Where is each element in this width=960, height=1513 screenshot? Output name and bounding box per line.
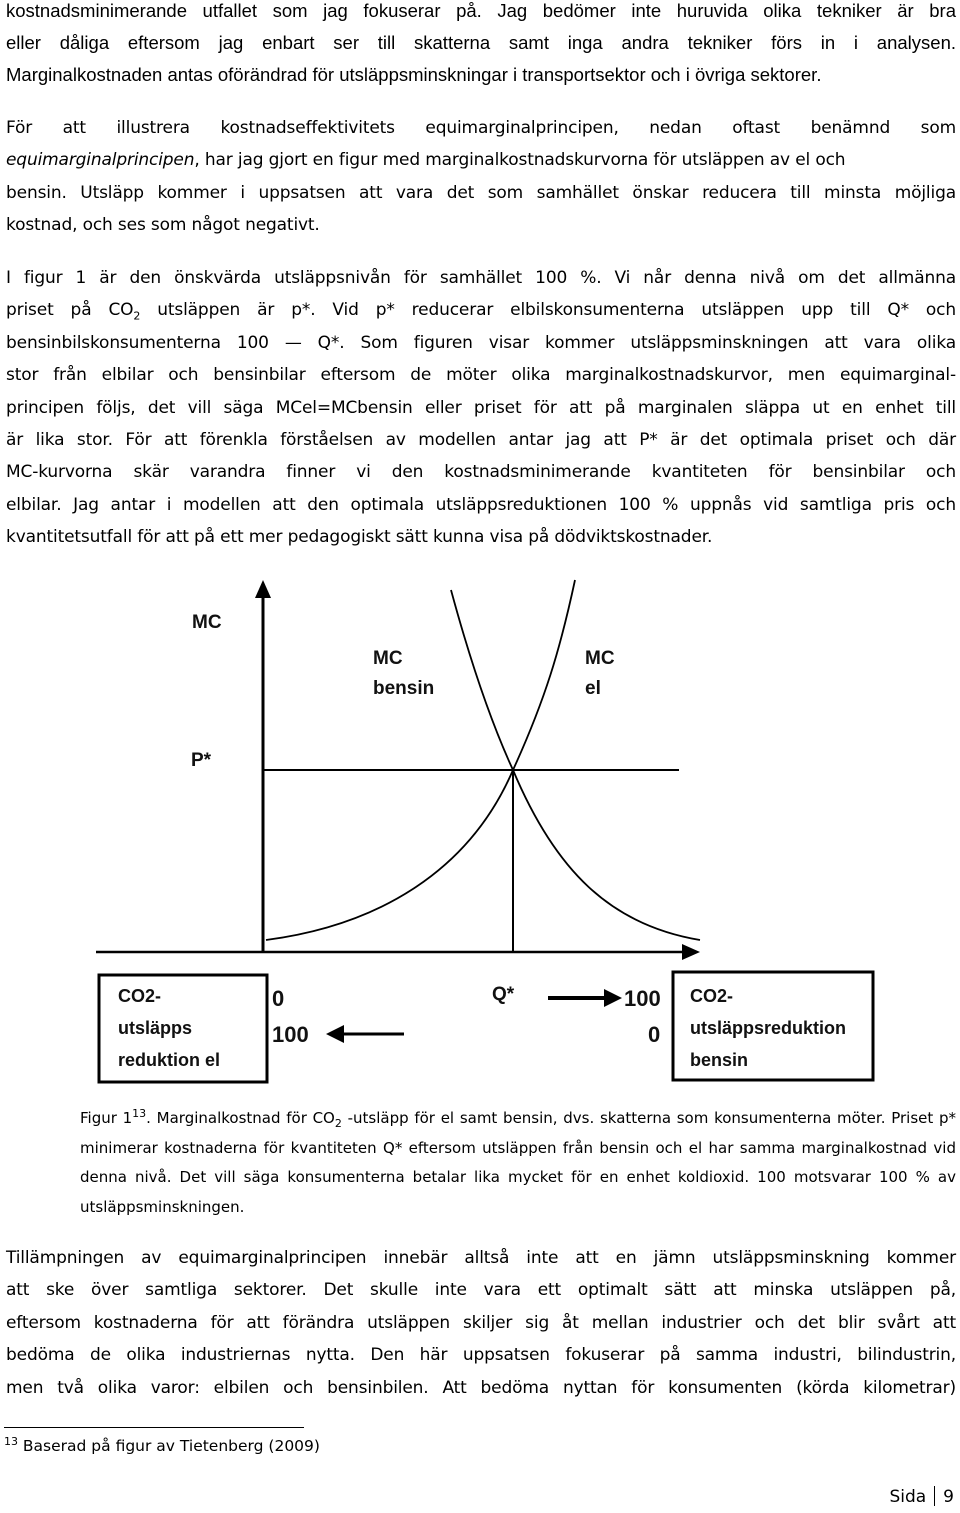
text-line: kvantitetsutfall för att på ett mer pedagogiskt sätt kunna visa på dödviktskostnader. [6,527,713,548]
intro-line: eller dåliga eftersom jag enbart ser till skatterna samt inga andra tekniker förs in i analysen. [6,32,956,53]
right-scale-bottom: 0 [648,1022,661,1047]
subscript: 2 [334,1117,342,1130]
text-line: eftersom kostnaderna för att förändra utsläppen skiljer sig åt mellan industrier och det blir svårt att [6,1312,956,1333]
page-number-value: 9 [943,1487,954,1507]
text-span: priset på CO [6,300,134,321]
paragraph-equimarginal-intro [6,112,956,242]
mc-figure [0,570,960,1095]
mc-bensin-label: bensin [373,678,435,699]
intro-paragraph [6,0,956,91]
mc-bensin-label: MC [373,648,403,669]
italic-term: equimarginalprincipen [6,150,195,171]
text-span: utsläppen är p*. Vid p* reducerar elbilskonsumenterna utsläppen upp till Q* och [140,300,957,321]
text-line: Tillämpningen av equimarginalprincipen innebär alltså inte att en jämn utsläppsminskning kommer [6,1248,956,1268]
mc-el-label: el [585,678,601,699]
left-scale-top: 0 [272,986,285,1011]
caption-prefix: Figur 1 [80,1109,133,1127]
text-line: är lika stor. För att förenkla förståelsen av modellen antar jag att P* är det optimala priset och där [6,430,956,451]
footnote-number: 13 [4,1434,18,1448]
caption-text: -utsläpp för el samt bensin, dvs. skatterna som konsumenterna möter. Priset p* minimerar kostnaderna för kvantiteten Q* eftersom utsläppen från bensin och el har samma marginalkostnad vid denna nivå. Det vill säga konsumenterna betalar lika mycket för en enhet koldioxid. 100 motsvarar 100 % av utsläppsminskningen. [80,1109,956,1216]
text-line: För att illustrera kostnadseffektivitets equimarginalprincipen, nedan oftast benämnd som [6,118,956,138]
price-label: P* [191,750,212,771]
text-line: I figur 1 är den önskvärda utsläppsnivån för samhället 100 %. Vi når denna nivå om det allmänna [6,268,956,288]
right-box-text: bensin [690,1050,749,1070]
intro-line: kostnadsminimerande utfallet som jag fokuserar på. Jag bedömer inte huruvida olika tekniker är bra [6,0,956,21]
footnote-text: Baserad på figur av Tietenberg (2009) [18,1437,320,1455]
footnote [4,1434,320,1455]
x-axis-arrow [682,944,700,960]
arrow-right-head [604,989,622,1007]
text-line: elbilar. Jag antar i modellen att den optimala utsläppsreduktionen 100 % uppnås vid samtliga pris och [6,494,956,515]
paragraph-application [6,1242,956,1404]
text-line: principen följs, det vill säga MCel=MCbensin eller priset för att på marginalen släppa ut en enhet till [6,397,956,418]
text-line [6,144,956,176]
paragraph-figure-explanation [6,262,956,554]
text-line: bensinbilskonsumenterna 100 — Q*. Som figuren visar kommer utsläppsminskningen att vara olika [6,332,956,353]
text-line: stor från elbilar och bensinbilar eftersom de möter olika marginalkostnadskurvor, men equimarginal- [6,365,956,386]
left-box-text: CO2- [118,986,162,1006]
left-scale-bottom: 100 [272,1022,309,1047]
right-box-text: utsläppsreduktion [690,1018,847,1038]
text-span: , har jag gjort en figur med marginalkostnadskurvorna för utsläppen av el och [194,150,846,171]
mc-el-curve [451,590,700,940]
text-line: MC-kurvorna skär varandra finner vi den kostnadsminimerande kvantiteten för bensinbilar och [6,462,956,483]
caption-text: . Marginalkostnad för CO [146,1109,335,1127]
figure-caption [80,1104,956,1222]
page-number-divider [934,1486,935,1506]
y-axis-label: MC [192,612,222,633]
left-box-text: utsläpps [118,1018,193,1038]
right-scale-top: 100 [624,986,661,1011]
subscript: 2 [133,309,141,323]
left-box-text: reduktion el [118,1050,221,1070]
text-line: bensin. Utsläpp kommer i uppsatsen att vara det som samhället önskar reducera till minsta möjliga [6,182,956,203]
text-line: bedöma de olika industriernas nytta. Den här uppsatsen fokuserar på samma industri, bilindustrin, [6,1345,956,1366]
text-line [6,294,956,326]
q-star-label: Q* [492,984,515,1005]
footnote-divider [4,1427,304,1428]
page-number [889,1486,954,1507]
mc-el-label: MC [585,648,615,669]
mc-bensin-curve [266,580,575,940]
page-label: Sida [889,1487,927,1507]
text-line: kostnad, och ses som något negativt. [6,215,320,236]
text-line: att ske över samtliga sektorer. Det skulle inte vara ett optimalt sätt att minska utsläppen på, [6,1280,956,1301]
caption-footnote-ref: 13 [132,1107,147,1120]
text-line: men två olika varor: elbilen och bensinbilen. Att bedöma nyttan för konsumenten (körda kilometrar) [6,1377,956,1398]
intro-line: Marginalkostnaden antas oförändrad för utsläppsminskningar i transportsektor och i övriga sektorer. [6,64,822,85]
y-axis-arrow [255,580,271,598]
right-box-text: CO2- [690,986,734,1006]
arrow-left-head [326,1025,344,1043]
